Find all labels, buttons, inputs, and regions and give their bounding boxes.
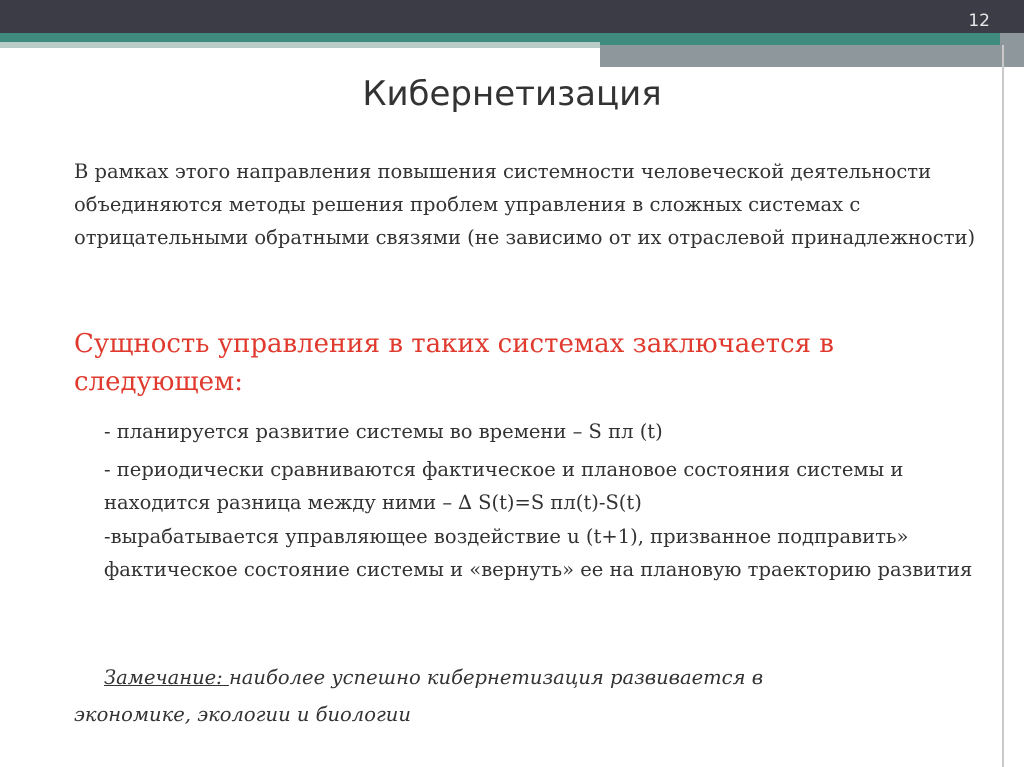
header-notch — [960, 45, 1024, 67]
header-teal-stripe-right — [600, 33, 1000, 45]
subhead-line-1: Сущность управления в таких системах заключается в — [74, 329, 834, 359]
note-label: Замечание: — [104, 666, 229, 689]
header-teal-stripe-left — [0, 33, 600, 42]
note — [74, 659, 984, 733]
slide-number: 12 — [968, 11, 990, 31]
note-line-1 — [74, 659, 984, 696]
header-band — [0, 0, 1024, 33]
bullet-item-plan: - планируется развитие системы во времени – S пл (t) — [104, 420, 663, 443]
right-border-line — [1002, 45, 1004, 767]
bullet-item-compare: - периодически сравниваются фактическое и плановое состояния системы и находится разница между ними – ∆ S(t)=S пл(t)-S(t) — [104, 458, 904, 514]
note-line-2: экономике, экологии и биологии — [74, 703, 411, 726]
slide-title: Кибернетизация — [362, 74, 662, 114]
subhead — [74, 325, 984, 401]
bullet-item-control: -вырабатывается управляющее воздействие u (t+1), призванное подправить» фактическое состояние системы и «вернуть» ее на плановую траекторию развития — [104, 525, 973, 581]
subhead-line-2: следующем: — [74, 367, 243, 397]
intro-paragraph: В рамках этого направления повышения системности человеческой деятельности объединяются методы решения проблем управления в сложных системах с отрицательными обратными связями (не зависимо от их отраслевой принадлежности) — [74, 160, 976, 249]
note-text-1: наиболее успешно кибернетизация развивается в — [228, 666, 764, 689]
header-light-stripe — [0, 42, 600, 48]
